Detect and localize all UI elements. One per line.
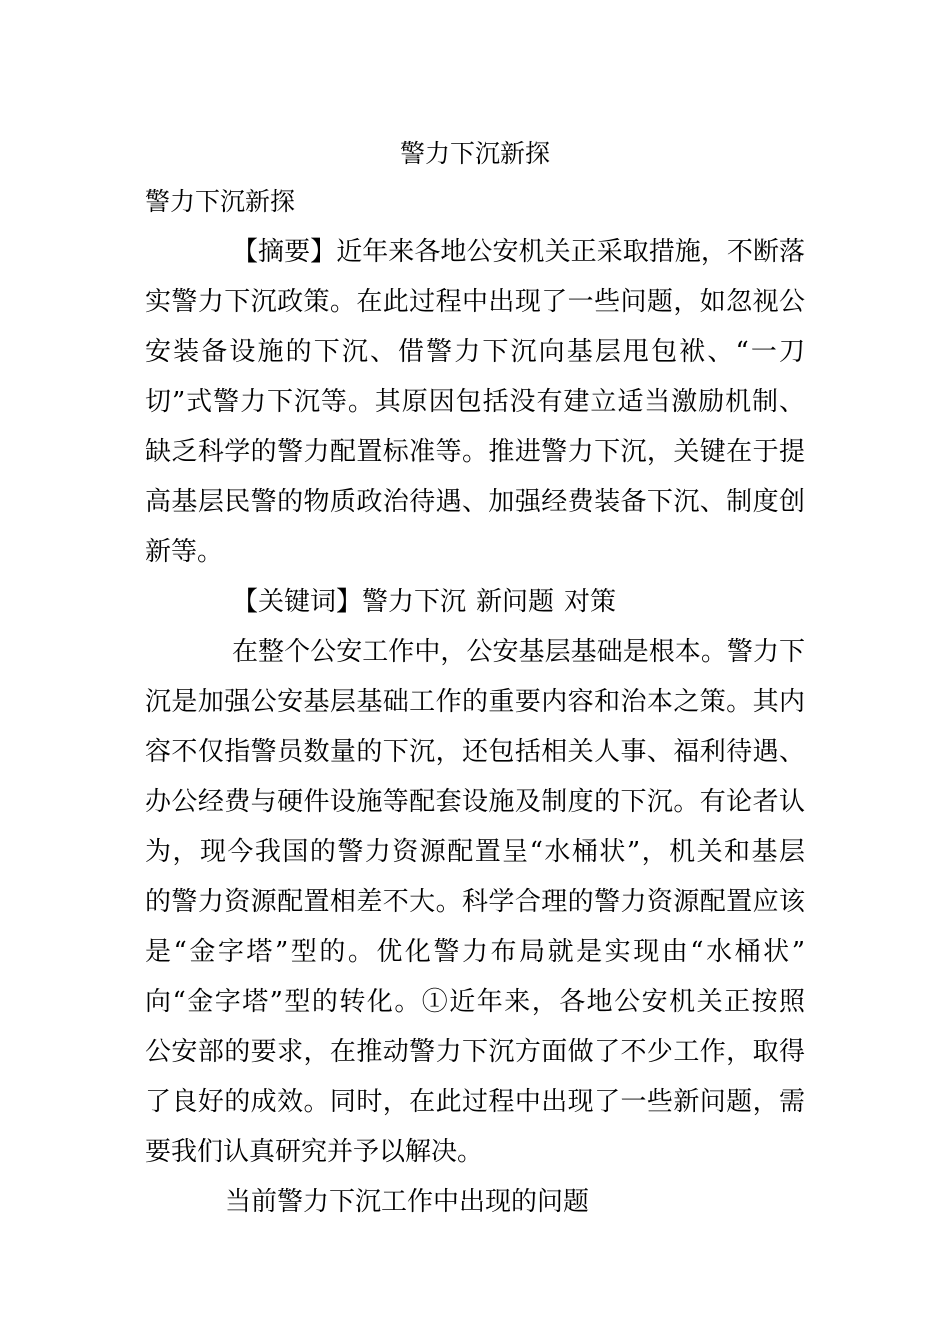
keywords-label: 【关键词】 [232, 587, 363, 617]
keyword-item: 警力下沉 [362, 587, 467, 617]
abstract-line: 实警力下沉政策。在此过程中出现了一些问题，如忽视公 [145, 287, 805, 317]
body-line: 沉是加强公安基层基础工作的重要内容和治本之策。其内 [145, 687, 805, 717]
section-heading: 当前警力下沉工作中出现的问题 [225, 1187, 590, 1217]
abstract-line: 缺乏科学的警力配置标准等。推进警力下沉，关键在于提 [145, 437, 805, 467]
abstract-line: 切”式警力下沉等。其原因包括没有建立适当激励机制、 [145, 387, 805, 417]
body-line: 是“金字塔”型的。优化警力布局就是实现由“水桶状” [145, 937, 805, 967]
abstract-line: 【摘要】近年来各地公安机关正采取措施，不断落 [232, 237, 805, 267]
abstract-line: 高基层民警的物质政治待遇、加强经费装备下沉、制度创 [145, 487, 805, 517]
body-line: 在整个公安工作中，公安基层基础是根本。警力下 [232, 637, 805, 667]
document-title: 警力下沉新探 [399, 139, 550, 168]
abstract-line: 新等。 [145, 537, 224, 567]
body-line: 向“金字塔”型的转化。①近年来，各地公安机关正按照 [145, 987, 805, 1017]
abstract-line: 安装备设施的下沉、借警力下沉向基层甩包袱、“一刀 [145, 337, 805, 367]
body-line: 公安部的要求，在推动警力下沉方面做了不少工作，取得 [145, 1037, 805, 1067]
keyword-item: 对策 [564, 587, 617, 617]
body-line: 了良好的成效。同时，在此过程中出现了一些新问题，需 [145, 1087, 805, 1117]
body-line: 办公经费与硬件设施等配套设施及制度的下沉。有论者认 [145, 787, 805, 817]
body-line: 容不仅指警员数量的下沉，还包括相关人事、福利待遇、 [145, 737, 805, 767]
body-line: 的警力资源配置相差不大。科学合理的警力资源配置应该 [145, 887, 805, 917]
body-line: 为，现今我国的警力资源配置呈“水桶状”，机关和基层 [145, 837, 805, 867]
keywords-line [232, 582, 616, 622]
body-line: 要我们认真研究并予以解决。 [145, 1137, 484, 1167]
keyword-item: 新问题 [476, 587, 555, 617]
document-subtitle: 警力下沉新探 [145, 187, 296, 216]
